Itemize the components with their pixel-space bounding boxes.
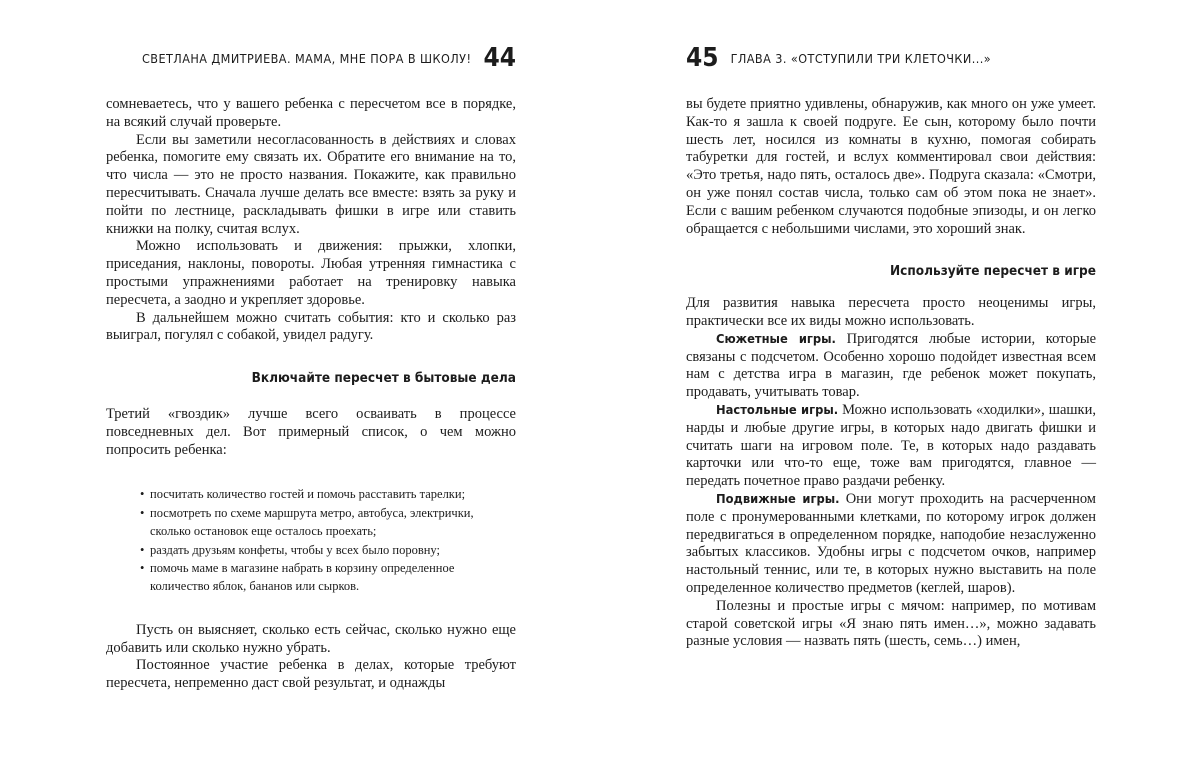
left-page-body	[106, 96, 516, 693]
bullet-list	[140, 485, 516, 595]
right-page-body	[686, 96, 1096, 651]
page-number-left: 44	[483, 43, 516, 73]
bullet-icon: •	[140, 487, 145, 502]
list-item-text: посмотреть по схеме маршрута метро, автобуса, электрички, сколько остановок еще осталось проехать;	[150, 505, 474, 539]
list-item	[140, 541, 516, 559]
list-item	[140, 485, 516, 503]
paragraph: Пусть он выясняет, сколько есть сейчас, сколько нужно еще добавить или сколько нужно убрать.	[106, 621, 516, 656]
game-term: Настольные игры.	[716, 402, 839, 418]
section-heading: Используйте пересчет в игре	[890, 263, 1096, 280]
list-item	[140, 504, 516, 541]
paragraph: Постоянное участие ребенка в делах, которые требуют пересчета, непременно даст свой результат, и однажды	[106, 657, 516, 692]
list-item	[140, 559, 516, 596]
paragraph: Можно использовать и движения: прыжки, хлопки, приседания, наклоны, повороты. Любая утренняя гимнастика с простыми упражнениями работает на тренировку навыка пересчета, а заодно и укрепляет здоровье.	[106, 238, 516, 308]
game-term: Сюжетные игры.	[716, 331, 836, 347]
game-term: Подвижные игры.	[716, 491, 840, 507]
bullet-icon: •	[140, 505, 145, 520]
game-paragraph	[686, 491, 1096, 598]
bullet-icon: •	[140, 560, 145, 575]
section-heading: Включайте пересчет в бытовые дела	[251, 370, 516, 387]
paragraph: Полезны и простые игры с мячом: например, по мотивам старой советской игры «Я знаю пять имен…», можно задавать разные условия — назвать пять (шесть, семь…) имен,	[686, 597, 1096, 650]
book-title-header: СВЕТЛАНА ДМИТРИЕВА. МАМА, МНЕ ПОРА В ШКОЛУ!	[141, 50, 472, 66]
left-running-head	[106, 38, 516, 78]
list-item-text: посчитать количество гостей и помочь расставить тарелки;	[150, 487, 466, 502]
right-running-head	[686, 38, 1096, 78]
list-item-text: помочь маме в магазине набрать в корзину определенное количество яблок, бананов или сырков.	[150, 560, 455, 594]
game-paragraph	[686, 402, 1096, 491]
paragraph: сомневаетесь, что у вашего ребенка с пересчетом все в порядке, на всякий случай проверьте.	[106, 96, 516, 130]
game-text: Можно использовать «ходилки», шашки, нарды и любые другие игры, в которых надо двигать фишки и считать шаги на игровом поле. Те, в которых надо раздавать карточки или что-то еще, тоже вам пригодятся, главное — передать почетное право раздачи ребенку.	[686, 401, 1096, 490]
paragraph: вы будете приятно удивлены, обнаружив, как много он уже умеет. Как-то я зашла к своей подруге. Ее сын, которому было почти шесть лет, носился из комнаты в кухню, помогая собирать табуретки для гостей, и вслух комментировал свои действия: «Это третья, надо пять, осталось две». Подруга сказала: «Смотри, он уже понял состав числа, только сам об этом пока не знает». Если с вашим ребенком случаются подобные эпизоды, и он легко обращается с небольшими числами, это хороший знак.	[686, 96, 1096, 237]
game-paragraph	[686, 331, 1096, 402]
paragraph: Если вы заметили несогласованность в действиях и словах ребенка, помогите ему связать их. Обратите его внимание на то, что числа — это не просто названия. Покажите, как правильно пересчитывать. Сначала лучше делать все вместе: взять за руку и пойти по лестнице, раскладывать фишки в игре или ставить книжки на полку, считая вслух.	[106, 131, 516, 237]
game-text: Они могут проходить на расчерченном поле с пронумерованными клетками, по которому игрок должен передвигаться в определенном порядке, наподобие незаслуженно забытых классиков. Удобны игры с подсчетом очков, например настольный теннис, или те, в которых нужно выставить на поле определенное количество предметов (кеглей, шаров).	[686, 490, 1096, 596]
paragraph: Для развития навыка пересчета просто неоценимы игры, практически все их виды можно использовать.	[686, 295, 1096, 329]
page-number-right: 45	[686, 43, 719, 73]
bullet-icon: •	[140, 542, 145, 557]
paragraph: В дальнейшем можно считать события: кто и сколько раз выиграл, погулял с собакой, увидел радугу.	[106, 309, 516, 344]
paragraph: Третий «гвоздик» лучше всего осваивать в процессе повседневных дел. Вот примерный список, о чем можно попросить ребенка:	[106, 405, 516, 458]
chapter-title-header: ГЛАВА 3. «ОТСТУПИЛИ ТРИ КЛЕТОЧКИ...»	[730, 50, 992, 66]
game-text: Пригодятся любые истории, которые связаны с подсчетом. Особенно хорошо подойдет известная всем нам с детства игра в магазин, где ребенок может покупать, продавать, учитывать товар.	[686, 330, 1097, 401]
list-item-text: раздать друзьям конфеты, чтобы у всех было поровну;	[150, 542, 440, 557]
